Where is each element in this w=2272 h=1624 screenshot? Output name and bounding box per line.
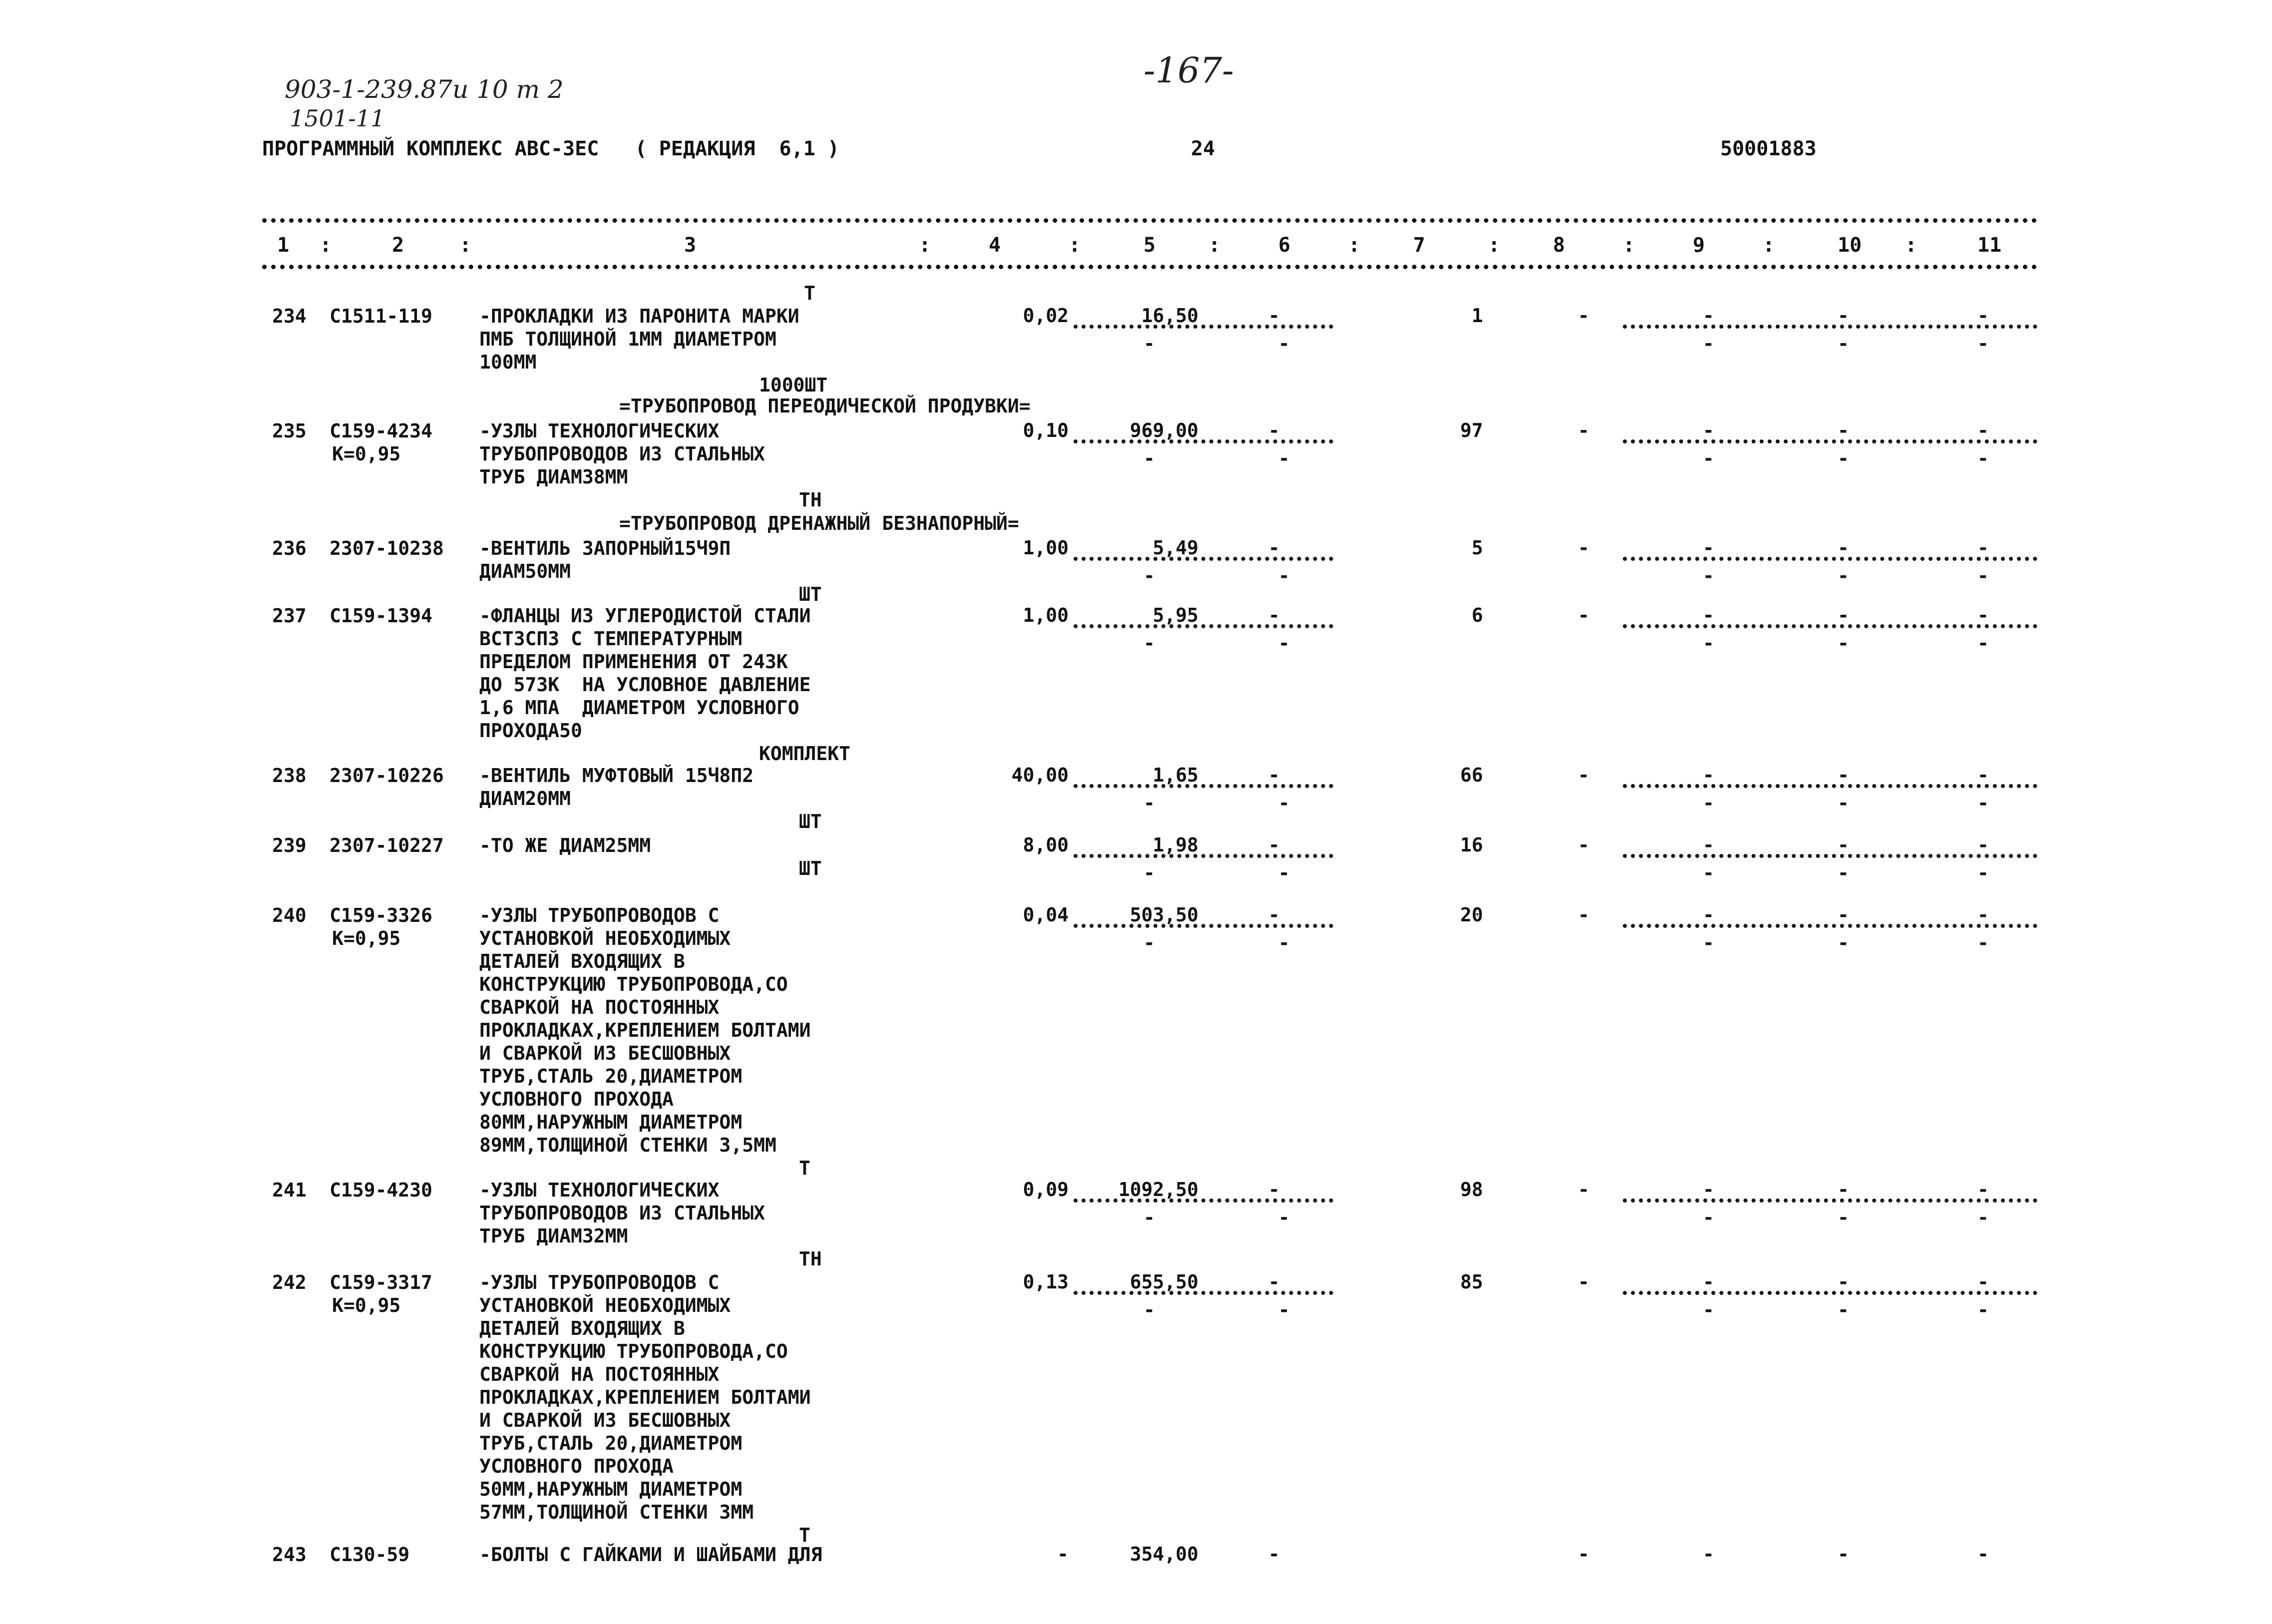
empty-cell-dash: - <box>1578 419 1589 441</box>
item-number: 239 <box>272 834 307 856</box>
handwritten-reference: 903-1-239.87и 10 т 2 <box>285 75 564 104</box>
empty-cell-dash: - <box>1838 537 1849 559</box>
empty-cell-dash: - <box>1838 333 1849 355</box>
empty-cell-dash: - <box>1977 1271 1989 1293</box>
column-number-9: 9 <box>1693 234 1705 257</box>
empty-cell-dash: - <box>1268 764 1280 786</box>
column-separator: : <box>320 234 332 257</box>
empty-cell-dash: - <box>1703 764 1714 786</box>
resource-code: С159-4234 <box>330 420 432 442</box>
dashed-subtotal-line <box>1074 439 1333 443</box>
unit-price: 1,98 <box>1152 834 1198 856</box>
sheet-number: 24 <box>1191 137 1215 160</box>
unit-price: 655,50 <box>1130 1271 1198 1293</box>
empty-cell-dash: - <box>1838 932 1849 954</box>
item-number: 238 <box>272 765 307 787</box>
item-description: -БОЛТЫ С ГАЙКАМИ И ШАЙБАМИ ДЛЯ <box>479 1544 822 1566</box>
item-description: -ФЛАНЦЫ ИЗ УГЛЕРОДИСТОЙ СТАЛИ ВСТ3СП3 С ТЕМПЕРАТУРНЫМ ПРЕДЕЛОМ ПРИМЕНЕНИЯ ОТ 243К ДО 573К НА УСЛОВНОЕ ДАВЛЕНИЕ 1,6 МПА ДИАМЕТРОМ УСЛОВНОГО ПРОХОДА50 <box>479 605 811 742</box>
empty-cell-dash: - <box>1977 1543 1989 1565</box>
section-heading: =ТРУБОПРОВОД ДРЕНАЖНЫЙ БЕЗНАПОРНЫЙ= <box>619 512 1019 534</box>
resource-code: С159-4230 <box>330 1179 432 1201</box>
empty-cell-dash: - <box>1578 1543 1589 1565</box>
item-number: 243 <box>272 1544 307 1566</box>
unit-price: 5,49 <box>1152 537 1198 559</box>
dashed-subtotal-line <box>1623 1291 2037 1295</box>
empty-cell-dash: - <box>1977 305 1989 327</box>
resource-code: С1511-119 <box>330 305 432 327</box>
empty-cell-dash: - <box>1278 862 1290 884</box>
dashed-subtotal-line <box>1623 784 2037 788</box>
empty-cell-dash: - <box>1703 834 1714 856</box>
labour-value: 20 <box>1460 904 1483 926</box>
page-number: -167- <box>1143 50 1234 91</box>
quantity: 8,00 <box>1023 834 1069 856</box>
coefficient: К=0,95 <box>332 1294 401 1316</box>
empty-cell-dash: - <box>1977 419 1989 441</box>
dashed-subtotal-line <box>1074 854 1333 858</box>
empty-cell-dash: - <box>1703 1207 1714 1228</box>
labour-value: 5 <box>1472 537 1483 559</box>
empty-cell-dash: - <box>1578 834 1589 856</box>
empty-cell-dash: - <box>1838 1299 1849 1321</box>
empty-cell-dash: - <box>1838 792 1849 814</box>
unit-label: ШТ <box>799 857 822 879</box>
coefficient: К=0,95 <box>332 927 401 949</box>
quantity: 0,02 <box>1023 305 1069 327</box>
unit-price: 1,65 <box>1152 764 1198 786</box>
item-description: -ВЕНТИЛЬ МУФТОВЫЙ 15Ч8П2 ДИАМ20ММ <box>479 765 754 810</box>
item-number: 234 <box>272 305 307 327</box>
unit-price: 969,00 <box>1130 419 1198 441</box>
empty-cell-dash: - <box>1703 1179 1714 1201</box>
empty-cell-dash: - <box>1268 1179 1280 1201</box>
quantity: 1,00 <box>1023 604 1069 626</box>
empty-cell-dash: - <box>1578 764 1589 786</box>
dashed-subtotal-line <box>1074 1199 1333 1203</box>
unit-price: 354,00 <box>1130 1543 1198 1565</box>
empty-cell-dash: - <box>1977 834 1989 856</box>
item-number: 240 <box>272 904 307 926</box>
program-title: ПРОГРАММНЫЙ КОМПЛЕКС АВС-3ЕС ( РЕДАКЦИЯ 6,1 ) <box>262 137 839 160</box>
empty-cell-dash: - <box>1143 932 1155 954</box>
empty-cell-dash: - <box>1703 604 1714 626</box>
column-separator: : <box>1488 234 1501 257</box>
empty-cell-dash: - <box>1278 333 1290 355</box>
empty-cell-dash: - <box>1143 632 1155 654</box>
empty-cell-dash: - <box>1143 1207 1155 1228</box>
unit-price: 503,50 <box>1130 904 1198 926</box>
quantity: 0,13 <box>1023 1271 1069 1293</box>
dashed-subtotal-line <box>1623 924 2037 928</box>
column-separator: : <box>1069 234 1081 257</box>
unit-price: 5,95 <box>1152 604 1198 626</box>
item-number: 242 <box>272 1271 307 1293</box>
resource-code: С159-3317 <box>330 1271 432 1293</box>
column-separator: : <box>919 234 931 257</box>
dashed-subtotal-line <box>1623 439 2037 443</box>
column-separator: : <box>459 234 472 257</box>
coefficient: К=0,95 <box>332 443 401 465</box>
empty-cell-dash: - <box>1578 1271 1589 1293</box>
empty-cell-dash: - <box>1703 904 1714 926</box>
empty-cell-dash: - <box>1838 834 1849 856</box>
unit-label: ТН <box>799 489 822 511</box>
column-number-8: 8 <box>1553 234 1565 257</box>
empty-cell-dash: - <box>1838 1207 1849 1228</box>
dashed-subtotal-line <box>1074 784 1333 788</box>
empty-cell-dash: - <box>1143 565 1155 587</box>
dashed-subtotal-line <box>1623 325 2037 329</box>
column-number-5: 5 <box>1143 234 1156 257</box>
item-number: 235 <box>272 420 307 442</box>
column-number-11: 11 <box>1977 234 2002 257</box>
unit-label: ШТ <box>799 583 822 605</box>
empty-cell-dash: - <box>1143 1299 1155 1321</box>
empty-cell-dash: - <box>1278 632 1290 654</box>
item-number: 241 <box>272 1179 307 1201</box>
item-description: -УЗЛЫ ТЕХНОЛОГИЧЕСКИХ ТРУБОПРОВОДОВ ИЗ СТАЛЬНЫХ ТРУБ ДИАМ38ММ <box>479 420 765 488</box>
unit-label: 1000ШТ <box>759 374 828 396</box>
empty-cell-dash: - <box>1838 604 1849 626</box>
empty-cell-dash: - <box>1838 565 1849 587</box>
empty-cell-dash: - <box>1578 604 1589 626</box>
dashed-subtotal-line <box>1623 557 2037 561</box>
empty-cell-dash: - <box>1977 862 1989 884</box>
quantity: 1,00 <box>1023 537 1069 559</box>
column-number-7: 7 <box>1413 234 1426 257</box>
dashed-subtotal-line <box>1074 924 1333 928</box>
dashed-subtotal-line <box>1074 557 1333 561</box>
empty-cell-dash: - <box>1268 419 1280 441</box>
resource-code: 2307-10238 <box>330 537 444 559</box>
empty-cell-dash: - <box>1703 447 1714 469</box>
empty-cell-dash: - <box>1703 1299 1714 1321</box>
column-separator: : <box>1348 234 1361 257</box>
unit-label: КОМПЛЕКТ <box>759 743 851 765</box>
empty-cell-dash: - <box>1703 632 1714 654</box>
empty-cell-dash: - <box>1977 904 1989 926</box>
quantity: - <box>1057 1543 1069 1565</box>
empty-cell-dash: - <box>1278 565 1290 587</box>
unit-label: Т <box>799 1524 810 1546</box>
empty-cell-dash: - <box>1838 419 1849 441</box>
resource-code: С159-3326 <box>330 904 432 926</box>
labour-value: 6 <box>1472 604 1483 626</box>
empty-cell-dash: - <box>1143 792 1155 814</box>
section-heading: =ТРУБОПРОВОД ПЕРЕОДИЧЕСКОЙ ПРОДУВКИ= <box>619 395 1031 417</box>
empty-cell-dash: - <box>1268 537 1280 559</box>
empty-cell-dash: - <box>1838 1543 1849 1565</box>
labour-value: 1 <box>1472 305 1483 327</box>
empty-cell-dash: - <box>1578 305 1589 327</box>
empty-cell-dash: - <box>1578 904 1589 926</box>
column-separator: : <box>1208 234 1221 257</box>
empty-cell-dash: - <box>1838 305 1849 327</box>
empty-cell-dash: - <box>1268 834 1280 856</box>
empty-cell-dash: - <box>1703 792 1714 814</box>
unit-label: ШТ <box>799 811 822 832</box>
column-number-10: 10 <box>1838 234 1862 257</box>
empty-cell-dash: - <box>1268 1543 1280 1565</box>
table-header-rule <box>262 265 2037 269</box>
empty-cell-dash: - <box>1268 305 1280 327</box>
item-description: -ВЕНТИЛЬ ЗАПОРНЫЙ15Ч9П ДИАМ50ММ <box>479 537 731 582</box>
empty-cell-dash: - <box>1703 1543 1714 1565</box>
empty-cell-dash: - <box>1703 419 1714 441</box>
empty-cell-dash: - <box>1143 447 1155 469</box>
empty-cell-dash: - <box>1838 447 1849 469</box>
empty-cell-dash: - <box>1977 1299 1989 1321</box>
resource-code: С159-1394 <box>330 605 432 627</box>
empty-cell-dash: - <box>1977 764 1989 786</box>
column-number-1: 1 <box>277 234 290 257</box>
column-number-6: 6 <box>1278 234 1291 257</box>
dashed-subtotal-line <box>1623 624 2037 628</box>
item-description: -УЗЛЫ ТЕХНОЛОГИЧЕСКИХ ТРУБОПРОВОДОВ ИЗ СТАЛЬНЫХ ТРУБ ДИАМ32ММ <box>479 1179 765 1247</box>
labour-value: 97 <box>1460 419 1483 441</box>
empty-cell-dash: - <box>1838 1271 1849 1293</box>
quantity: 0,10 <box>1023 419 1069 441</box>
unit-label: ТН <box>799 1248 822 1270</box>
empty-cell-dash: - <box>1977 565 1989 587</box>
item-number: 236 <box>272 537 307 559</box>
dashed-subtotal-line <box>1074 624 1333 628</box>
empty-cell-dash: - <box>1143 862 1155 884</box>
empty-cell-dash: - <box>1703 565 1714 587</box>
item-description: -УЗЛЫ ТРУБОПРОВОДОВ С УСТАНОВКОЙ НЕОБХОДИМЫХ ДЕТАЛЕЙ ВХОДЯЩИХ В КОНСТРУКЦИЮ ТРУБОПРОВОДА,СО СВАРКОЙ НА ПОСТОЯННЫХ ПРОКЛАДКАХ,КРЕПЛЕНИЕМ БОЛТАМИ И СВАРКОЙ ИЗ БЕСШОВНЫХ ТРУБ,СТАЛЬ 20,ДИАМЕТРОМ УСЛОВНОГО ПРОХОДА 50ММ,НАРУЖНЫМ ДИАМЕТРОМ 57ММ,ТОЛЩИНОЙ СТЕНКИ 3ММ <box>479 1271 811 1523</box>
unit-label: Т <box>799 1157 810 1179</box>
quantity: 0,09 <box>1023 1179 1069 1201</box>
resource-code: 2307-10226 <box>330 765 444 787</box>
empty-cell-dash: - <box>1838 904 1849 926</box>
empty-cell-dash: - <box>1977 1207 1989 1228</box>
empty-cell-dash: - <box>1838 862 1849 884</box>
quantity: 40,00 <box>1011 764 1069 786</box>
empty-cell-dash: - <box>1703 305 1714 327</box>
column-separator: : <box>1905 234 1917 257</box>
handwritten-reference-2: 1501-11 <box>290 105 385 132</box>
empty-cell-dash: - <box>1838 632 1849 654</box>
document-code: 50001883 <box>1720 137 1817 160</box>
table-top-rule <box>262 218 2037 223</box>
empty-cell-dash: - <box>1703 537 1714 559</box>
dashed-subtotal-line <box>1623 1199 2037 1203</box>
empty-cell-dash: - <box>1268 904 1280 926</box>
empty-cell-dash: - <box>1838 1179 1849 1201</box>
empty-cell-dash: - <box>1703 932 1714 954</box>
empty-cell-dash: - <box>1278 447 1290 469</box>
empty-cell-dash: - <box>1838 764 1849 786</box>
empty-cell-dash: - <box>1977 333 1989 355</box>
empty-cell-dash: - <box>1278 932 1290 954</box>
item-number: 237 <box>272 605 307 627</box>
empty-cell-dash: - <box>1703 333 1714 355</box>
empty-cell-dash: - <box>1977 447 1989 469</box>
empty-cell-dash: - <box>1268 604 1280 626</box>
empty-cell-dash: - <box>1977 537 1989 559</box>
empty-cell-dash: - <box>1268 1271 1280 1293</box>
empty-cell-dash: - <box>1977 1179 1989 1201</box>
labour-value: 16 <box>1460 834 1483 856</box>
unit-price: 1092,50 <box>1118 1179 1198 1201</box>
empty-cell-dash: - <box>1278 1207 1290 1228</box>
item-description: -ПРОКЛАДКИ ИЗ ПАРОНИТА МАРКИ ПМБ ТОЛЩИНОЙ 1ММ ДИАМЕТРОМ 100ММ <box>479 305 799 373</box>
column-number-2: 2 <box>392 234 404 257</box>
dashed-subtotal-line <box>1074 1291 1333 1295</box>
empty-cell-dash: - <box>1278 792 1290 814</box>
empty-cell-dash: - <box>1703 862 1714 884</box>
labour-value: 98 <box>1460 1179 1483 1201</box>
labour-value: 66 <box>1460 764 1483 786</box>
labour-value: 85 <box>1460 1271 1483 1293</box>
column-separator: : <box>1623 234 1635 257</box>
dashed-subtotal-line <box>1074 325 1333 329</box>
column-number-4: 4 <box>989 234 1001 257</box>
column-separator: : <box>1763 234 1775 257</box>
empty-cell-dash: - <box>1977 932 1989 954</box>
empty-cell-dash: - <box>1977 792 1989 814</box>
empty-cell-dash: - <box>1703 1271 1714 1293</box>
empty-cell-dash: - <box>1977 632 1989 654</box>
empty-cell-dash: - <box>1578 1179 1589 1201</box>
unit-price: 16,50 <box>1141 305 1198 327</box>
column-number-3: 3 <box>684 234 697 257</box>
item-description: -УЗЛЫ ТРУБОПРОВОДОВ С УСТАНОВКОЙ НЕОБХОДИМЫХ ДЕТАЛЕЙ ВХОДЯЩИХ В КОНСТРУКЦИЮ ТРУБОПРОВОДА,СО СВАРКОЙ НА ПОСТОЯННЫХ ПРОКЛАДКАХ,КРЕПЛЕНИЕМ БОЛТАМИ И СВАРКОЙ ИЗ БЕСШОВНЫХ ТРУБ,СТАЛЬ 20,ДИАМЕТРОМ УСЛОВНОГО ПРОХОДА 80ММ,НАРУЖНЫМ ДИАМЕТРОМ 89ММ,ТОЛЩИНОЙ СТЕНКИ 3,5ММ <box>479 904 811 1156</box>
empty-cell-dash: - <box>1977 604 1989 626</box>
empty-cell-dash: - <box>1143 333 1155 355</box>
resource-code: С130-59 <box>330 1544 410 1566</box>
resource-code: 2307-10227 <box>330 834 444 856</box>
unit-label: Т <box>804 282 815 304</box>
empty-cell-dash: - <box>1278 1299 1290 1321</box>
quantity: 0,04 <box>1023 904 1069 926</box>
item-description: -ТО ЖЕ ДИАМ25ММ <box>479 834 651 856</box>
dashed-subtotal-line <box>1623 854 2037 858</box>
empty-cell-dash: - <box>1578 537 1589 559</box>
